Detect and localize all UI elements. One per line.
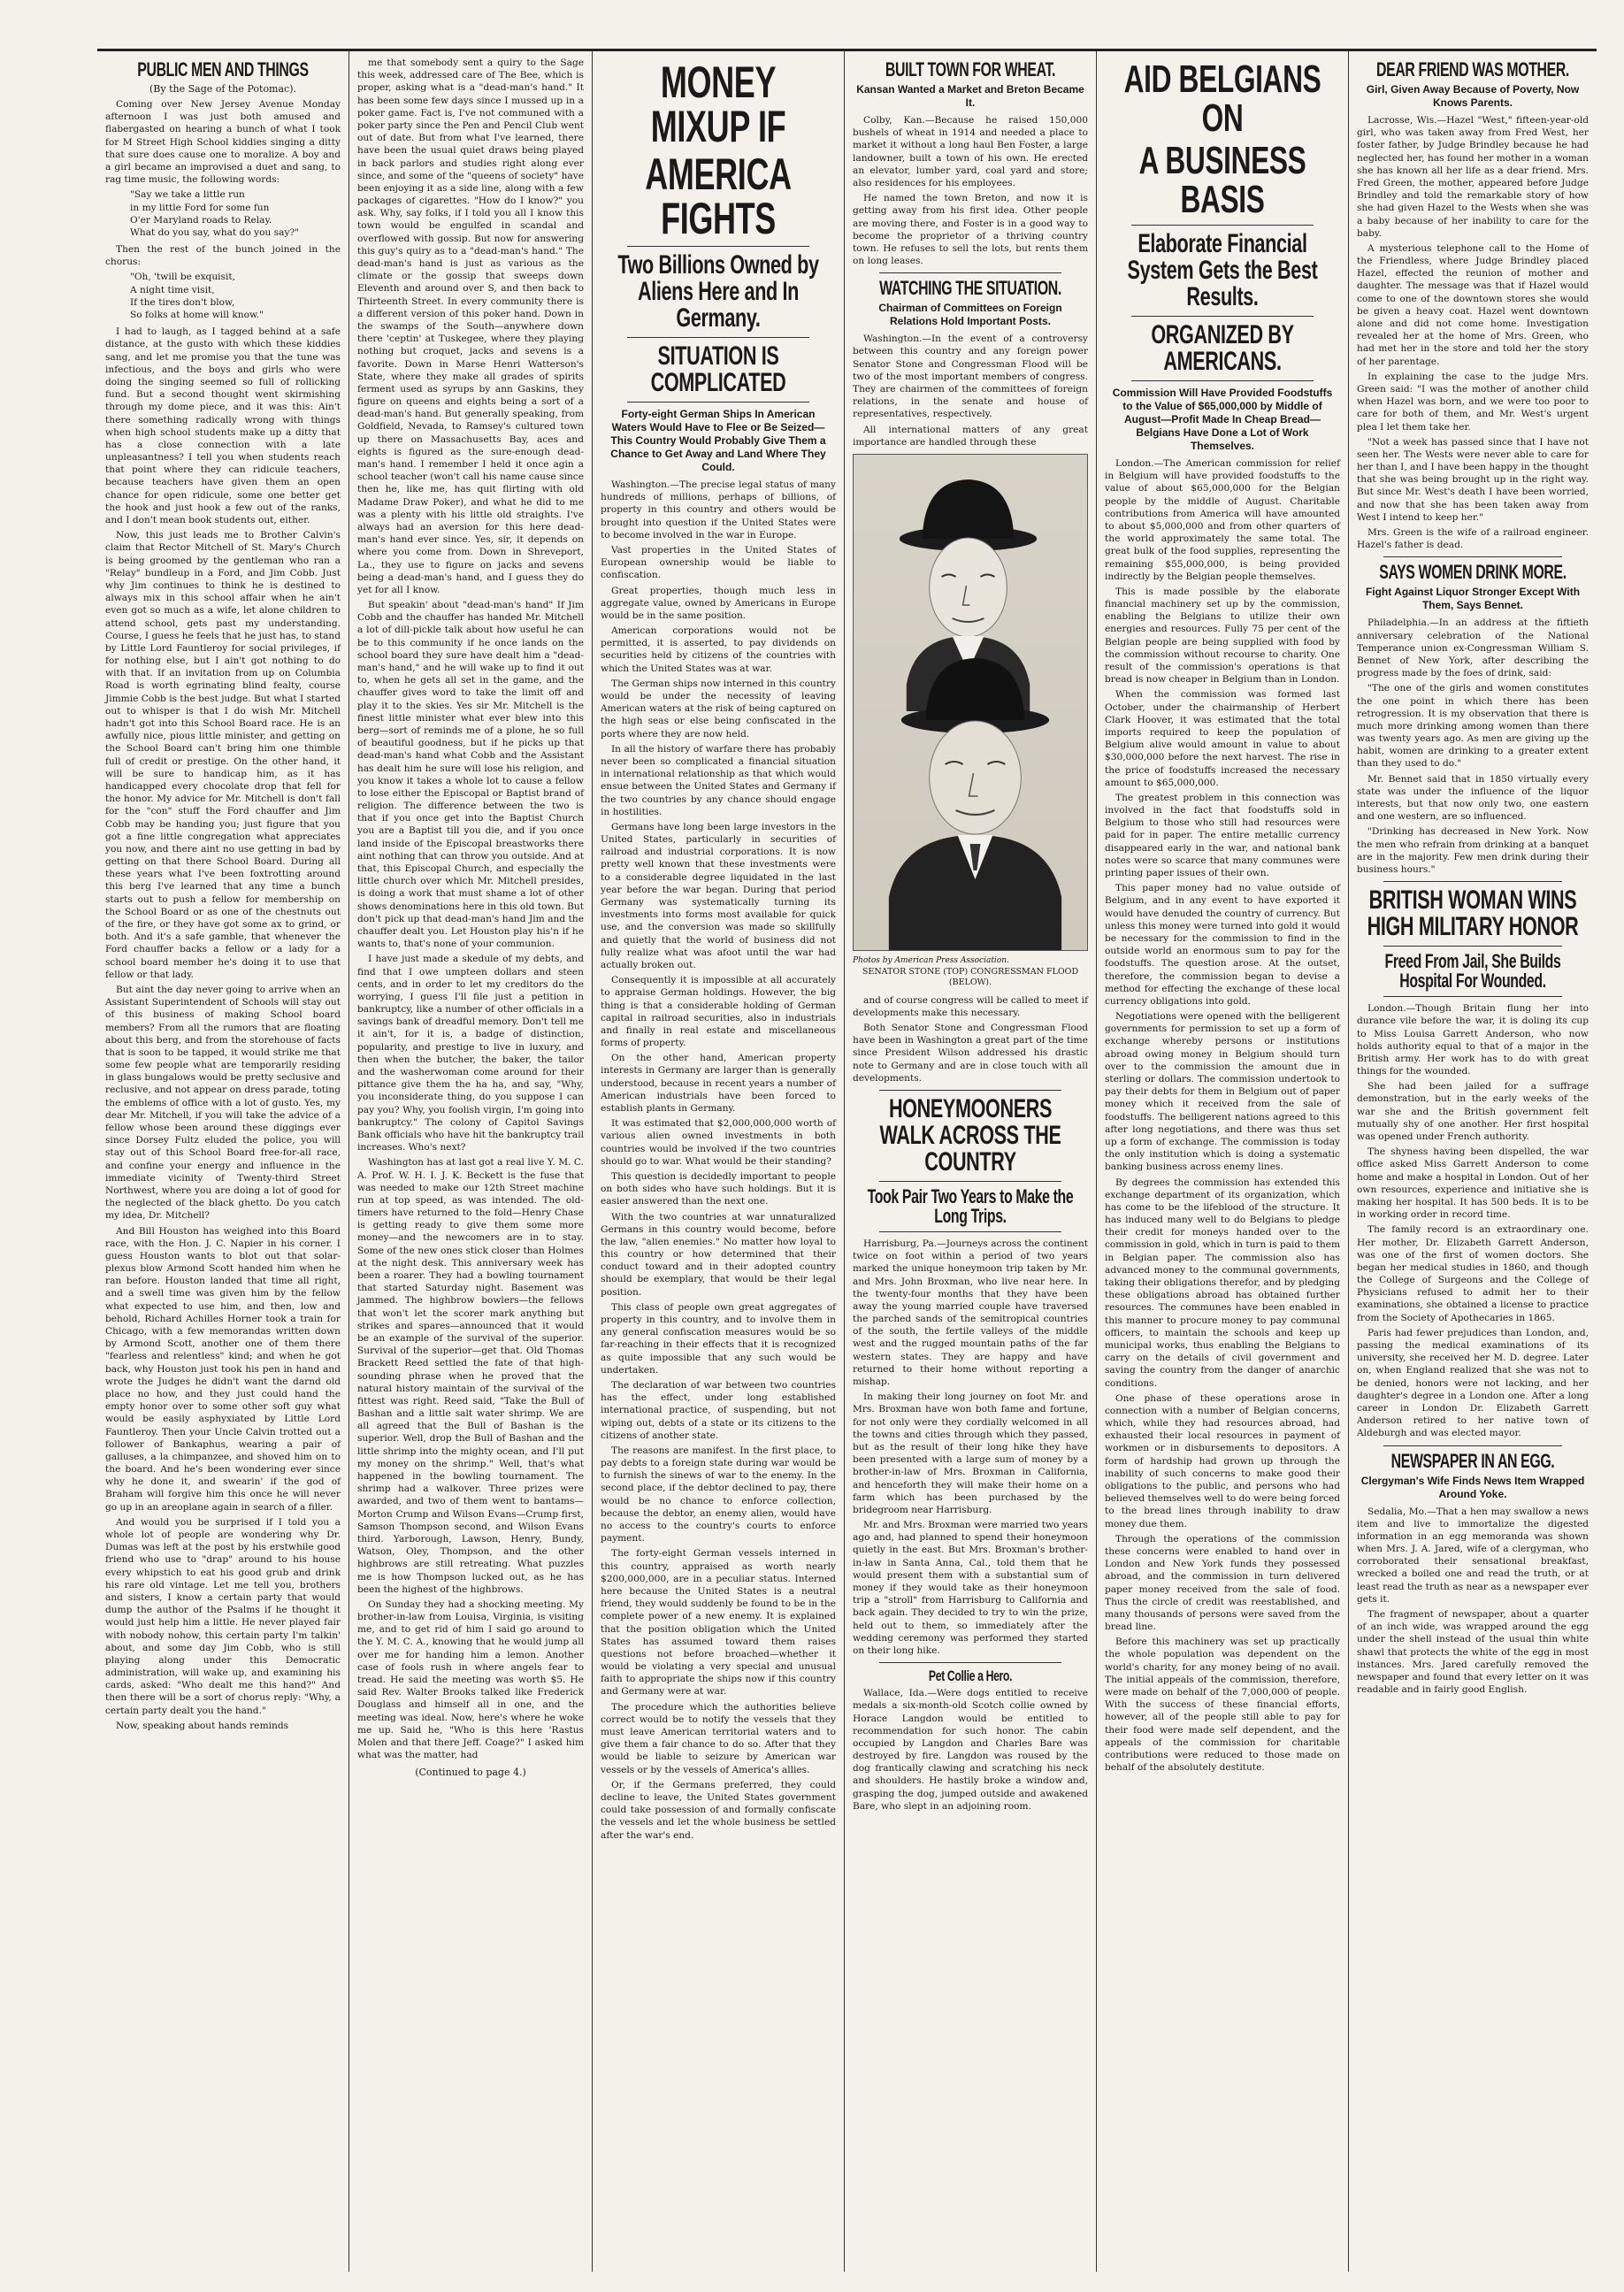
divider — [1383, 946, 1562, 947]
column-money-mixup — [593, 51, 845, 2272]
paragraph: The declaration of war between two countries has the effect, under long established international practice, of suspending, but not wiping out, debts of a state or its citizens to the citizens of another state. — [601, 1379, 836, 1441]
paragraph: Germans have long been large investors in the United States, particularly in securities of railroad and industrial corporations. It is now pretty well known that these investments were to a considerable degree liquidated in the last year before the war began. During that period Germany was systematically turning its investments into forms most available for quick use, and the conversion was made so skillfully and quietly that the world of business did not fully realize what was afoot until the war had actually broken out. — [601, 821, 836, 970]
paragraph: This question is decidedly important to people on both sides who have such holdings. But it is easier answered than the next one. — [601, 1170, 836, 1207]
headline-public-men: PUBLIC MEN AND THINGS — [137, 58, 309, 80]
paragraph: On the other hand, American property interests in Germany are larger than is generally understood, because in recent years a number of American industrials have been forced to establish plants in Germany. — [601, 1053, 836, 1114]
paragraph: London.—The American commission for relief in Belgium will have provided foodstuffs to the value of about $65,000,000 for the Belgian people by the middle of August. Charitable contributions from America will have amounted to about $5,000,000 and from other quarters of the world approximately the same total. The great bulk of the food supplies, representing the remaining $55,000,000, is being provided indirectly by the Belgian people themselves. — [1105, 458, 1340, 582]
divider — [879, 1662, 1061, 1663]
deck-two-years: Took Pair Two Years to Make the Long Trips. — [867, 1184, 1074, 1227]
column-built-town — [845, 51, 1097, 2272]
headline-british-woman: BRITISH WOMAN WINS HIGH MILITARY HONOR — [1367, 885, 1579, 942]
paragraph: The family record is an extraordinary one. Her mother, Dr. Elizabeth Garrett Anderson, was one of the first of women doctors. She began her medical studies in 1860, and though the College of Surgeons and the College of Physicians refused to admit her to their examinations, she obtained a license to practice from the Society of Apothecaries in 1865. — [1357, 1224, 1589, 1323]
divider — [879, 1181, 1061, 1182]
divider — [1131, 225, 1314, 226]
deck-two-billions: Two Billions Owned by Aliens Here and In Germany. — [617, 250, 819, 333]
deck-fight-liquor: Fight Against Liquor Stronger Except With Them, Says Bennet. — [1365, 586, 1581, 612]
paragraph: The German ships now interned in this country would be under the necessity of leaving American waters at the risk of being captured on the high seas or else being confiscated in the ports where they are now held. — [601, 678, 836, 740]
headline-women-drink: SAYS WOMEN DRINK MORE. — [1379, 561, 1567, 584]
divider — [1383, 996, 1562, 997]
paragraph: This is made possible by the elaborate financial machinery set up by the commission, enabling the Belgians to utilize their own energies and resources. Fully 75 per cent of the Belgian people are being supplied with food by the commission without recourse to charity. One result of the commission's operations is that bread is now cheaper in Belgium than in London. — [1105, 586, 1340, 686]
paragraph: Mrs. Green is the wife of a railroad engineer. Hazel's father is dead. — [1357, 527, 1589, 551]
paragraph: It was estimated that $2,000,000,000 worth of various alien owned investments in both countries would be involved if the two countries should go to war. What would be their standing? — [601, 1118, 836, 1167]
deck-clergyman-wife: Clergyman's Wife Finds News Item Wrapped Around Yoke. — [1360, 1474, 1585, 1500]
paragraph: But speakin' about "dead-man's hand" If Jim Cobb and the chauffer has handed Mr. Mitchell a lot of dill-pickle talk about how useful he can be to this community if he once lands on the school board they sure have dealt him a "dead-man's hand," and he will wake up to find it out to, when he gets all set in the game, and the chauffer gives word to take the limit off and play it to the skies. Yes sir Mr. Mitchell is the finest little minister what ever blew into this berg—sort of reminds me of a plone, he so full of beautiful goodness, but if he picks up that dead-man's hand what Cobb and the Assistant has dealt him he sure will lose his religion, and you know it takes a whole lot to cause a fellow to lose either the Episcopal or Baptist brand of religion. The difference between the two is that if you once get into the Baptist Church you are a Baptist till you die, and if you once land inside of the Episcopal breastworks there aint nothing that can throw you outside. And at that, this Episcopal Church, and especially the little church over which Mr. Mitchell presides, is doing a work that must shame a lot of other shows denominations here in this old town. But don't pick up that dead-man's hand Jim and the chauffer dealt you. Let Houston play his'n if he wants to, that's none of your communion. — [357, 600, 584, 950]
headline-honeymooners: HONEYMOONERS WALK ACROSS THE COUNTRY — [879, 1093, 1061, 1177]
headline-money-mixup-1: MONEY MIXUP IF — [650, 57, 786, 151]
paragraph: Mr. and Mrs. Broxman were married two years ago and, had planned to spend their honeymoon quietly in the east. But Mrs. Broxman's brother-in-law in Santa Anna, Cal., told them that he would present them with a substantial sum of money if they would take as their honeymoon trip a "stroll" from Harrisburg to California and back again. They decided to try to win the prize, held out to them, so immediately after the wedding ceremony was performed they started on their long hike. — [853, 1520, 1088, 1656]
paragraph: The procedure which the authorities believe correct would be to notify the vessels that they must leave American territorial waters and to give them a fair chance to do so. After that they would be liable to seizure by American war vessels or by the vessels of America's allies. — [601, 1701, 836, 1775]
paragraph: He named the town Breton, and now it is getting away from his first idea. Other people are moving there, and Foster is in a good way to become the proprietor of a thriving country town. He refuses to sell the lots, but rents them on long leases. — [853, 193, 1088, 267]
divider — [879, 272, 1061, 273]
divider — [1383, 1445, 1562, 1446]
paragraph: Harrisburg, Pa.—Journeys across the continent twice on foot within a period of two years marked the unique honeymoon trip taken by Mr. and Mrs. John Broxman, who live near here. In the twenty-four months that they have been away the young married couple have traversed the parched sands of the semitropical countries of the south, the fertile valleys of the middle west and the rugged mountain paths of the far western states. They are happy and have returned to their home without reporting a mishap. — [853, 1238, 1088, 1387]
paragraph: She had been jailed for a suffrage demonstration, but in the early weeks of the war she and the British government felt mutually shy of one another. Her first hospital was opened under French authority. — [1357, 1081, 1589, 1142]
paragraph: I have just made a skedule of my debts, and find that I owe umpteen dollars and steen cents, and in order to let my creditors do the worrying, I guess I'll file just a petition in bankruptcy, like a number of other officials in a savings bank of dreadful memory. Don't tell me it ain't, for it is, a badge of distinction, popularity, and prestige to live in luxury, and then when the butcher, the baker, the tailor and the washerwoman come around for their pittance give them the ha ha, and say, "Why, you inconsiderate thing, do you suppose I can pay you? Why, you foolish virgin, I'm going into bankruptcy." The colony of Capitol Savings Bank officials who have hit the bankruptcy trail increases. Who's next? — [357, 954, 584, 1154]
paragraph: Sedalia, Mo.—That a hen may swallow a news item and live to immortalize the digested information in an egg memoranda was shown when Mrs. J. A. Jared, wife of a clergyman, who corroborated their sensational breakfast, wrecked a boiled one and read the truth, or at least read the truth as near as a newspaper ever gets it. — [1357, 1506, 1589, 1605]
verse: "Oh, 'twill be exquisit, A night time visit, If the tires don't blow, So folks at home will know." — [130, 272, 264, 320]
divider — [879, 1231, 1061, 1232]
paragraph: Washington.—The precise legal status of many hundreds of millions, perhaps of billions, of property in this country and others would be brought into question if the United States were to become involved in the war in Europe. — [601, 479, 836, 540]
deck-summary: Commission Will Have Provided Foodstuffs to the Value of $65,000,000 by Middle of August—Profit Made In Cheap Bread—Belgians Have Done a Lot of Work Themselves. — [1112, 387, 1333, 452]
paragraph: All international matters of any great importance are handled through these — [853, 424, 1088, 448]
headline-aid-belgians-1: AID BELGIANS ON — [1123, 57, 1321, 140]
paragraph: The reasons are manifest. In the first place, to pay debts to a foreign state during war would be to furnish the sinews of war to the enemy. In the second place, if the debtor declined to pay, there would be no chance to enforce collection, because the debtor, an enemy alien, would have no access to the country's courts to enforce payment. — [601, 1445, 836, 1545]
paragraph: and of course congress will be called to meet if developments make this necessary. — [853, 994, 1088, 1018]
paragraph: The forty-eight German vessels interned in this country, appraised as worth nearly $200,000,000, are in a peculiar status. Interned here because the United States is a neutral friend, they would suddenly be found to be in the complete power of a new enemy. It is explained that the position obligation which the United States has assumed toward them raises questions not before broached—whether it would be violating a very special and unusual faith to appropriate the ships now if this country and Germany were at war. — [601, 1548, 836, 1698]
paragraph: Washington has at last got a real live Y. M. C. A. Prof. W. H. I. J. K. Beckett is the fuse that was needed to make our 12th Street machine run at top speed, as was intended. The old-timers have returned to the fold—Henry Chase is getting ready to give them some more money—and the newcomers are in to stay. Some of the new ones stick closer than Holmes at the night desk. This anniversary week has been a roarer. They had a bowling tournament that started Saturday night. Basement was jammed. The highbrow bowlers—the fellows that won't let the scorer mark anything but strikes and spares—announced that it would be an example of the survival of the superior. Survival of the superior—get that. Old Thomas Brackett Reed settled the fate of that high-sounding phrase when he proved that the natural history maintain of the survival of the fittest was right. Reed said, "Take the Bull of Bashan and a little salt water shrimp. We are all agreed that the Bull of Bashan is the superior. Well, drop the Bull of Bashan and the little shrimp into the mighty ocean, and I'll put my money on the shrimp." Well, that's what happened in the bowling tournament. The shrimp had a walkover. Three prizes were awarded, and two of them went to bantams—Morton Crump and Wilson Evans—Crump first, Samson Thompson second, and Wilson Evans third. Yarborough, Lawson, Henry, Bundy, Watson, Oley, Thompson, and the other highbrows are still retreating. What puzzles me is how Thompson lucked out, as he has been the highest of the highbrows. — [357, 1157, 584, 1595]
headline-newspaper-egg: NEWSPAPER IN AN EGG. — [1390, 1449, 1555, 1472]
divider — [1131, 380, 1314, 381]
paragraph: Negotiations were opened with the belligerent governments for permission to set up a form of exchange whereby persons or institutions abroad owing money in Belgium should turn over to the commission the amount due in sterling or dollars. The commission undertook to pay their debts for them in Belgium out of paper money which it received from the sale of foodstuffs. The belligerent nations agreed to this after long negotiations, and there was thus set up a form of exchange. The commission is today the only institution which is doing a systematic banking business across enemy lines. — [1105, 1011, 1340, 1173]
deck-elaborate-financial: Elaborate Financial System Gets the Best Results. — [1127, 229, 1318, 311]
paragraph: This class of people own great aggregates of property in this country, and to involve them in any general confiscation measures would be so far-reaching in their effects that it is recognized as quite impossible that any such would be undertaken. — [601, 1301, 836, 1376]
divider — [1383, 556, 1562, 557]
paragraph: Washington.—In the event of a controversy between this country and any foreign power Senator Stone and Congressman Flood will be two of the most important members of congress. They are chairmen of the committees of foreign relations, in the senate and house of representatives, respectively. — [853, 333, 1088, 420]
paragraph: And Bill Houston has weighed into this Board race, with the Hon. J. C. Napier in his corner. I guess Houston wants to blot out that solar-plexus blow Armond Scott handed him when he ran before. Houston landed that time all right, and a swell time was given him by the fellow what expected to use him, and then, low and behold, Richard Achilles Horner took a train for Chicago, with a few memorandas written down by Armond Scott, another one of them there "fearless and relentless" kind; and when he got back, why Houston just took his pen in hand and wrote the Judges he didn't want the darnd old place no how, and they just could hand the empty honor over to some other soft guy what would be easily asphyxiated by Little Lord Fauntleroy. Then your Uncle Calvin trotted out a follower of Bankaphus, wearing a pair of galluses, a la chimpanzee, and shoved him on to the board. And he's been wondering ever since why he done it, and swearin' if the god of Braham will forgive him this once he will never go up in an areoplane again in search of a filler. — [105, 1225, 341, 1513]
photo-credit: Photos by American Press Association. — [853, 955, 1009, 965]
deck-kansan: Kansan Wanted a Market and Breton Became It. — [856, 83, 1084, 109]
paragraph: Coming over New Jersey Avenue Monday afternoon I was just both amused and flabergasted on hearing a bunch of what I took for M Street High School kiddies singing a ditty that sure does cause one to moralize. A boy and a girl became an improvised a duet and sang, to rag time music, the following words: — [105, 99, 341, 186]
paragraph: Or, if the Germans preferred, they could decline to leave, the United States government could take possession of and formally confiscate the vessels and let the whole business be settled after the war's end. — [601, 1779, 836, 1841]
paragraph: On Sunday they had a shocking meeting. My brother-in-law from Louisa, Virginia, is visiting me, and to get rid of him I said go around to the Y. M. C. A., knowing that he would jump all over me for handing him a lemon. Another case of fools rush in where angels fear to tread. He said the meeting was worth $5. He said Rev. Walter Brooks talked like Frederick Douglass and himself all in one, and the meeting was ideal. Now, here's where he woke me up. Said he, "Who is this here 'Rastus Molen and that there Jeff. Coage?" I asked him what was the matter, had — [357, 1598, 584, 1761]
paragraph: A mysterious telephone call to the Home of the Friendless, where Judge Brindley placed Hazel, effected the reunion of mother and daughter. The message was that if Hazel would come to one of the downtown stores she would be given a heavy coat. Hazel went downtown alone and did not come home. Investigation revealed her at the home of Mrs. Green, who had met her in the store and told her the story of her parentage. — [1357, 242, 1589, 367]
paragraph: Mr. Bennet said that in 1850 virtually every state was under the influence of the liquor interests, but that now only two, one eastern and one western, are so influenced. — [1357, 773, 1589, 823]
paragraph: Vast properties in the United States of European ownership would be liable to confiscation. — [601, 544, 836, 581]
headline-built-town: BUILT TOWN FOR WHEAT. — [885, 58, 1056, 80]
paragraph: In making their long journey on foot Mr. and Mrs. Broxman have won both fame and fortune, for not only were they cordially welcomed in all the towns and cities through which they passed, but as the result of their long hike they have been presented with a large sum of money by a brother-in-law of Mrs. Broxman in California, and henceforth they will make their home on a farm which has been purchased by the bridegroom near Harrisburg. — [853, 1391, 1088, 1515]
paragraph: Now, speaking about hands reminds — [116, 1720, 289, 1731]
paragraph: Lacrosse, Wis.—Hazel "West," fifteen-year-old girl, who was taken away from Fred West, her foster father, by Judge Brindley because he had neglected her, has found her mother in a woman she has known all her life as a dear friend. Mrs. Fred Green, the mother, appeared before Judge Brindley and told the remarkable story of how she had given Hazel to the Wests when she was a baby because of her inability to care for the baby. — [1357, 115, 1589, 239]
paragraph: Paris had fewer prejudices than London, and, passing the medical examinations of its university, she received her M. D. degree. Later on, when England realized that she was not to be denied, honors were not lacking, and her daughter's degree in a London one. After a long career in London Dr. Elizabeth Garrett Anderson retired to her native town of Aldeburgh and was elected mayor. — [1357, 1327, 1589, 1439]
paragraph: I had to laugh, as I tagged behind at a safe distance, at the gusto with which these kiddies sang, and let me promise you that the tune was infectious, and the boys and girls who were doing the singing seemed so full of rollicking fund. But a second thought went skirmishing through my dome piece, and it was this: Ain't there something radically wrong with things when high school students make up a ditty that has a close connection with a late unpleasantness? I tell you when students reach that point where they can ridicule teachers, because teachers have given them an open chance for open ridicule, some one better get the hook and just hook a few out of the ranks, and I don't mean book students out, either. — [105, 326, 341, 525]
paragraph: One phase of these operations arose in connection with a number of Belgian concerns, which, while they had resources abroad, had exhausted their local resources in payment of workmen or in disbursements to depositors. A form of hardship had grown up through the inability of such concerns to make good their obligations to the public, and persons who had believed themselves well to do were being forced to the bread lines through inability to draw money due them. — [1105, 1392, 1340, 1529]
paragraph: "Drinking has decreased in New York. Now the men who refrain from drinking at a banquet are in the majority. Few men drink during their business hours." — [1357, 826, 1589, 875]
column-dear-friend — [1349, 51, 1597, 2272]
newspaper-page — [97, 49, 1597, 2272]
paragraph: London.—Though Britain flung her into durance vile before the war, it is doling its cup to Miss Louisa Garrett Anderson, who now holds authority equal to that of a major in the British army. Her work has to do with great things for the wounded. — [1357, 1003, 1589, 1077]
divider — [1383, 881, 1562, 882]
paragraph: "The one of the girls and women constitutes the one point in which there has been retrogression. It is my observation that there is much more drinking among women than there was twenty years ago. As men are giving up the habit, women are drinking to a greater extent than they used to do." — [1357, 683, 1589, 770]
divider — [627, 246, 809, 247]
headline-dear-friend: DEAR FRIEND WAS MOTHER. — [1376, 58, 1569, 80]
paragraph: When the commission was formed last October, under the chairmanship of Herbert Clark Hoover, it was estimated that the total imports required to keep the population of Belgium alive would amount in value to about $30,000,000 before the next harvest. The rise in the price of foodstuffs increased the necessary amount to $65,000,000. — [1105, 689, 1340, 788]
paragraph: Consequently it is impossible at all accurately to appraise German holdings. However, the big thing is that a considerable holding of German capital in railroad securities, also in industrials and finally in real estate and miscellaneous forms of property. — [601, 975, 836, 1049]
paragraph: By degrees the commission has extended this exchange department of its organization, which has come to be the lifeblood of the structure. It has induced many well to do Belgians to pledge their credit for moneys handed over to the commission in gold, which in turn is paid to them in Belgian paper. The commission also has advanced money to the communal governments, taking their obligations therefor, and by pledging these obligations abroad has obtained further resources. The communes have been enabled in this manner to procure money to pay communal officers, to maintain the schools and keep up municipal works, thus enabling the Belgians to carry on the details of civil government and saving the country from the danger of anarchic conditions. — [1105, 1177, 1340, 1389]
divider — [627, 337, 809, 338]
portrait-photo — [853, 454, 1088, 951]
deck-situation: SITUATION IS COMPLICATED — [650, 341, 786, 397]
paragraph: Great properties, though much less in aggregate value, owned by Americans in Europe would be in the same position. — [601, 585, 836, 621]
verse: "Say we take a little run in my little Ford for some fun O'er Maryland roads to Relay. What do you say, what do you say?" — [130, 189, 299, 238]
headline-pet-collie: Pet Collie a Hero. — [928, 1667, 1013, 1685]
column-aid-belgians — [1097, 51, 1349, 2272]
photo-caption: SENATOR STONE (TOP) CONGRESSMAN FLOOD (BELOW). — [862, 966, 1079, 988]
paragraph: Through the operations of the commission these concerns were enabled to hand over in London and New York funds they possessed abroad, and the commission in turn delivered paper money received from the sale of food. Thus the circle of credit was reestablished, and many thousands of persons were saved from the bread line. — [1105, 1533, 1340, 1633]
headline-money-mixup-2: AMERICA FIGHTS — [645, 149, 792, 243]
headline-aid-belgians-2: A BUSINESS BASIS — [1138, 139, 1306, 221]
divider — [1131, 316, 1314, 317]
paragraph: In all the history of warfare there has probably never been so complicated a financial situation in international relationship as that which would ensue between the United States and Germany if the two countries by any chance should engage in hostilities. — [601, 743, 836, 817]
paragraph: American corporations would not be permitted, it is asserted, to pay dividends on securities held by citizens of the countries with which the United States was at war. — [601, 625, 836, 674]
headline-watching: WATCHING THE SITUATION. — [879, 277, 1061, 300]
paragraph: "Not a week has passed since that I have not seen her. The Wests were never able to care for her than I, and I have been happy in the thought that she was being brought up in the right way. But since Mr. West's death I have been worried, and now that she has been taken away from West I intend to keep her." — [1357, 436, 1589, 523]
divider — [879, 1090, 1061, 1091]
deck-girl-given-away: Girl, Given Away Because of Poverty, Now Knows Parents. — [1366, 83, 1580, 109]
paragraph: The shyness having been dispelled, the war office asked Miss Garrett Anderson to come home and make a hospital in London. Out of her own resources, experience and initiative she is making her hospital. It has 500 beds. It is to be in working order in record time. — [1357, 1146, 1589, 1221]
deck-chairman: Chairman of Committees on Foreign Relations Hold Important Posts. — [878, 302, 1062, 328]
column-public-men — [97, 51, 349, 2272]
paragraph: And would you be surprised if I told you a whole lot of people are wondering why Dr. Dumas was left at the post by his erstwhile good friend who use to "drap" around to his house every whipstich to eat his good grub and drink his rare old vintage. Let me tell you, brothers and sisters, I know a certain party that would dump the author of the Psalms if he thought it would just help him a little. He never played fair with nobody nohow, this certain party I'm talkin' about, and some day Jim Cobb, who is still playing along under this Democratic administration, will wake up, and examining his cards, asked: "Who dealt me this hand?" And then there will be a sort of chorus reply: "Why, a certain party dealt you the hand." — [105, 1516, 341, 1716]
deck-organized: ORGANIZED BY AMERICANS. — [1151, 320, 1294, 376]
paragraph: This paper money had no value outside of Belgium, and in any event to have exported it would have denuded the country of currency. But unless this money were turned into gold it would be necessary for the commission to find in the outside world an enormous sum to pay for the foodstuffs. The question arose. At the outset, therefore, the commission began to devise a method for effecting the exchange of these local currency obligations into gold. — [1105, 883, 1340, 1007]
paragraph: In explaining the case to the judge Mrs. Green said: "I was the mother of another child when Hazel was born, and we were too poor to care for both of them, and Mr. West's urgent plea I let them take her. — [1357, 371, 1589, 433]
deck-summary: Forty-eight German Ships In American Waters Would Have to Flee or Be Seized—This Country Would Probably Give Them a Chance to Get Away and Land Where They Could. — [610, 408, 826, 473]
deck-freed-from-jail: Freed From Jail, She Builds Hospital For Wounded. — [1384, 950, 1561, 993]
byline: (By the Sage of the Potomac). — [149, 83, 296, 95]
paragraph: But aint the day never going to arrive when an Assistant Superintendent of Schools will stay out of this business of making School board members? From all the rumors that are floating about this berg, and from the storehouse of facts that is soon to be tapped, it would strike me that some few people what are temporarily residing in glass bungalows would be pretty seclusive and reclusive, and not appear on dress parade, toting the emblems of office with a lot of gusto. Yes, my dear Mr. Mitchell, if you will take the advice of a fellow whose been around these diggings ever since Dorsey Fultz eluded the police, you will stay out of this School Board free-for-all race, and confine your energy and influence in the immediate vicinity of Twenty-third Street Northwest, where you are doing a lot of good for the neglected of the black ghetto. Do you catch my idea, Dr. Mitchell? — [105, 984, 341, 1222]
paragraph: Now, this just leads me to Brother Calvin's claim that Rector Mitchell of St. Mary's Church is being groomed by the gentleman who ran a "Relay" bundleup in a Ford, and Jim Cobb. Just why Jim continues to think he is destined to always mix in this school affair when he ain't even got so much as a wife, let alone children to attend school, gets past my understanding. Course, I guess he feels that he just has, to stand by Little Lord Fauntleroy for social privileges, if for nothing else, but I ain't got nothing to do with that. If an invitation from up on Columbia Road is worth egrinating blind fealty, course Jimmie Cobb is the best judge. But what I started out to whisper is that I do wish Mr. Mitchell hadn't got into this School Board race. He is an awfully nice, pious little minister, and getting on the School Board can't bring him one thimble full of credit or prestige. On the other hand, it will be sure to handicap him, as it has handicapped every chocolate drop that fell for the honor. My advice for Mr. Mitchell is don't fall for the "con" stuff the Ford chauffer and Jim Cobb may be handing you; just figure that you got a fine little congregation what appreciates you now, and there aint no use getting in bad by getting on that there School Board. During all these years what I've been foxtrotting around this berg I've learned that any time a bunch starts out to push a fellow for membership on the School Board or as one of the chestnuts out of the fire, or they have got some ax to grind, or both. And it's a safe gamble, that whenever the Ford chauffer backs a fellow or a lady for a school board member he's doing it to use that fellow or that lady. — [105, 530, 341, 980]
paragraph: Before this machinery was set up practically the whole population was dependent on the world's charity, for any money being of no avail. The initial appeals of the commission, therefore, were made on behalf of the 7,000,000 of people. With the success of these financial efforts, however, all of the people still able to pay for their food were made self dependent, and the appeals of the commission for charitable contributions were reduced to those made on behalf of the absolutely destitute. — [1105, 1637, 1340, 1774]
paragraph: Philadelphia.—In an address at the fiftieth anniversary celebration of the National Temperance union ex-Congressman William S. Bennet of New York, after describing the progress made by the foes of drink, said: — [1357, 617, 1589, 679]
paragraph: Both Senator Stone and Congressman Flood have been in Washington a great part of the time since President Wilson addressed his drastic note to Germany and are in close touch with all developments. — [853, 1023, 1088, 1084]
paragraph: With the two countries at war unnaturalized Germans in this country would become, before the law, "alien enemies." No matter how loyal to this country or how determined that their conduct toward and in their adopted country should be exemplary, that would be their legal position. — [601, 1211, 836, 1298]
column-public-men-continued — [349, 51, 593, 2272]
paragraph: Wallace, Ida.—Were dogs entitled to receive medals a six-month-old Scotch collie owned by Horace Langdon would be entitled to recommendation for such honor. The cabin occupied by Langdon and Charles Bare was destroyed by fire. Langdon was roused by the dog frantically clawing and scratching his neck and shoulders. He hastily broke a window and, grasping the dog, jumped outside and awakened Bare, who slept in an adjoining room. — [853, 1688, 1088, 1812]
paragraph: The greatest problem in this connection was involved in the fact that foodstuffs sold in Belgium to those who still had resources were paid for in paper. The entire metallic currency disappeared early in the war, and national bank notes were so scarce that many communes were printing paper issues of their own. — [1105, 792, 1340, 878]
portraits-illustration — [854, 455, 1087, 950]
continued-note: (Continued to page 4.) — [415, 1767, 526, 1779]
paragraph: Colby, Kan.—Because he raised 150,000 bushels of wheat in 1914 and needed a place to market it without a long haul Ben Foster, a large landowner, built a town of his own. He erected an elevator, lumber yard, coal yard and store; also residences for his employees. — [853, 115, 1088, 188]
paragraph: The fragment of newspaper, about a quarter of an inch wide, was wrapped around the egg under the shell instead of the usual thin white shawl that protects the white of the egg in most instances. Mrs. Jared carefully removed the newspaper and found that every letter on it was readable and in fairly good English. — [1357, 1609, 1589, 1696]
paragraph: Then the rest of the bunch joined in the chorus: — [105, 244, 341, 268]
paragraph: me that somebody sent a quiry to the Sage this week, addressed care of The Bee, which is proper, asking what is a "dead-man's hand." It has been some few days since I mussed up in a poker game. Fact is, I've not communed with a poker party since the Pen and Pencil Club went out of date. But from what I've learned, there have been the usual quiet draws being played in back parlors and studies right along ever since, and some of the "queens of society" have been enjoying it as a side line, along with a few packages of cigarettes. "How do I know?" you ask. Why, say folks, if I told you all I know this town would be engulfed in scandal and overflowed with gossip. But now for answering this guy's quiry as to a "dead-man's hand." The dead-man's hand is just as various as the climate or the gossip that sweeps down Eleventh and around over S, and then back to Thirteenth Street. In every community there is a different version of this poker hand. Down in the swamps of the South—anywhere down there 'ceptin' at Tuskegee, where they playing nothing but croquet, jacks and sevens is a favorite. Down in Marse Henri Watterson's State, where they make all grades of spirits ferment used as syrups by ann Gaskins, they figure on queens and eights being a sort of a dead-man's hand. But generally speaking, from Goldfield, Nevada, to Ramsey's cultured town up there on Massachusetts Bay, aces and eights is figured as the sure-enough dead-man's hand. I remember I held it once agin a school teacher (won't call his name cause since then he, like me, has quit flirting with old Madame Draw Poker), and what he did to me was a plenty with his little old straights. I've always had an aversion for this here dead-man's hand ever since. Yes, sir, it depends on where you come from. Down in Shreveport, La., they use to figure on jacks and sevens being a dead-man's hand, and I guess they do yet for all I know. — [357, 57, 584, 595]
